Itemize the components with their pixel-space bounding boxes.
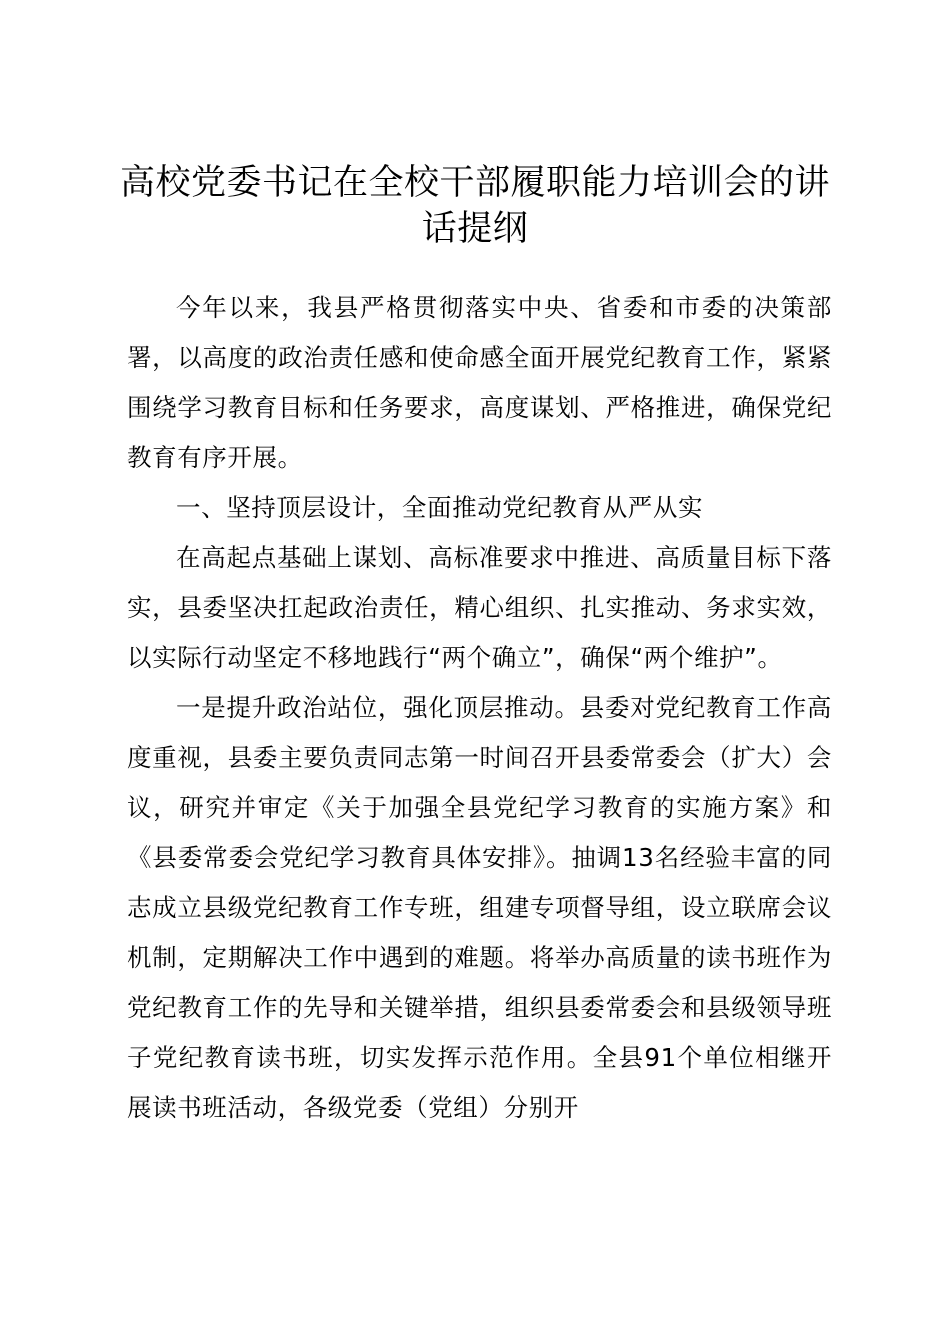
document-title: 高校党委书记在全校干部履职能力培训会的讲话提纲 [119,163,830,249]
section-1-paragraph: 在高起点基础上谋划、高标准要求中推进、高质量目标下落实，县委坚决扛起政治责任，精心组织、扎实推动、务求实效，以实际行动坚定不移地践行“两个确立”，确保“两个维护”。 [127,543,832,672]
section-1-point-1-paragraph: 一是提升政治站位，强化顶层推动。县委对党纪教育工作高度重视，县委主要负责同志第一时间召开县委常委会（扩大）会议，研究并审定《关于加强全县党纪学习教育的实施方案》和《县委常委会党纪学习教育具体安排》。抽调13名经验丰富的同志成立县级党纪教育工作专班，组建专项督导组，设立联席会议机制，定期解决工作中遇到的难题。将举办高质量的读书班作为党纪教育工作的先导和关键举措，组织县委常委会和县级领导班子党纪教育读书班，切实发挥示范作用。全县91个单位相继开展读书班活动，各级党委（党组）分别开 [127,693,832,1122]
document-body [127,283,832,1133]
section-heading-1: 一、坚持顶层设计，全面推动党纪教育从严从实 [176,493,704,522]
intro-paragraph: 今年以来，我县严格贯彻落实中央、省委和市委的决策部署，以高度的政治责任感和使命感全面开展党纪教育工作，紧紧围绕学习教育目标和任务要求，高度谋划、严格推进，确保党纪教育有序开展。 [127,293,832,472]
